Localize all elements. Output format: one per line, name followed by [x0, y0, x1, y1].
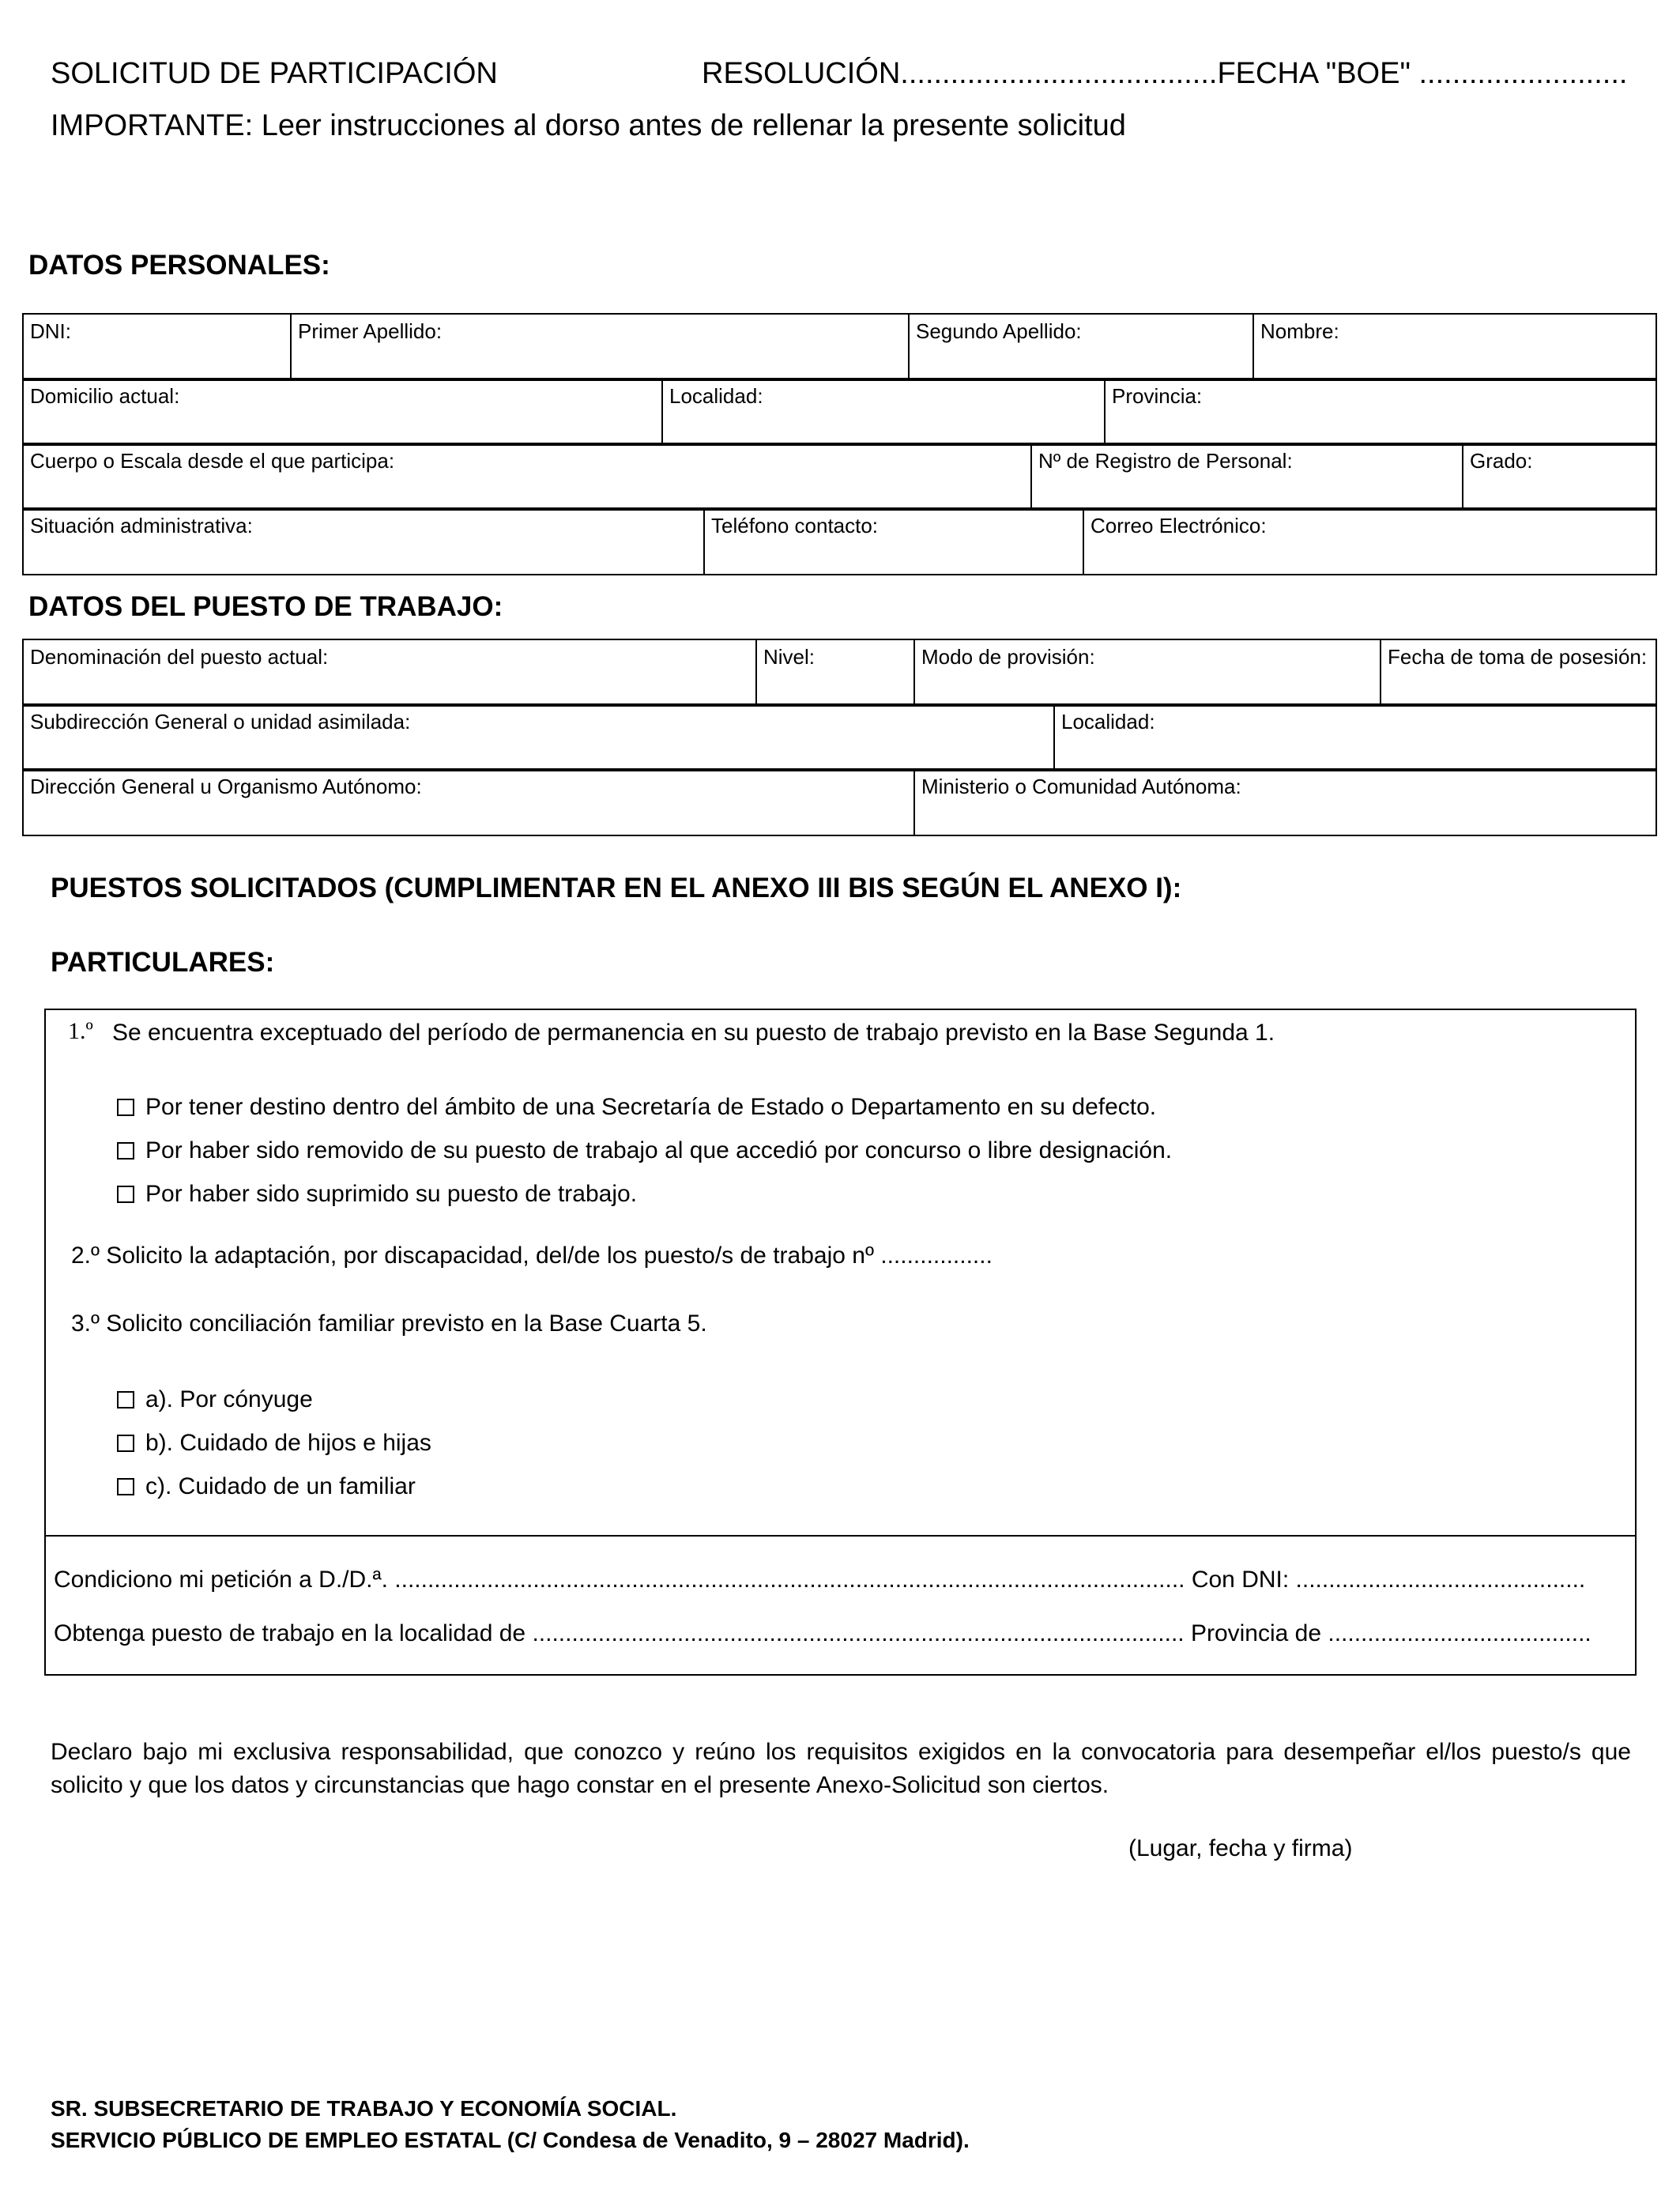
directorate-field[interactable]: Dirección General u Organismo Autónomo: — [23, 769, 914, 835]
locality-field[interactable]: Localidad: — [662, 379, 1105, 445]
item1-text: Se encuentra exceptuado del período de permanencia en su puesto de trabajo previsto en la Base Segunda 1. — [112, 1020, 1275, 1046]
resolution-line: RESOLUCIÓN......................................FECHA "BOE" ......................... — [702, 57, 1628, 90]
admin-status-field[interactable]: Situación administrativa: — [23, 508, 704, 575]
particulares-heading: PARTICULARES: — [51, 947, 275, 978]
grade-field[interactable]: Grado: — [1463, 443, 1656, 510]
ministry-field[interactable]: Ministerio o Comunidad Autónoma: — [914, 769, 1656, 835]
second-surname-field[interactable]: Segundo Apellido: — [909, 314, 1253, 380]
form-title: SOLICITUD DE PARTICIPACIÓN — [51, 57, 498, 90]
job-locality-field[interactable]: Localidad: — [1054, 704, 1656, 771]
provision-mode-field[interactable]: Modo de provisión: — [914, 639, 1381, 706]
first-surname-field[interactable]: Primer Apellido: — [291, 314, 909, 380]
personal-row-1 — [22, 313, 1657, 381]
item3-option-a[interactable]: a). Por cónyuge — [117, 1386, 313, 1413]
checkbox-icon[interactable] — [117, 1478, 134, 1495]
personal-row-4 — [22, 507, 1657, 575]
current-post-field[interactable]: Denominación del puesto actual: — [23, 639, 756, 706]
possession-date-field[interactable]: Fecha de toma de posesión: — [1381, 639, 1656, 706]
phone-field[interactable]: Teléfono contacto: — [704, 508, 1083, 575]
item1-number: 1.º — [68, 1018, 93, 1044]
registry-number-field[interactable]: Nº de Registro de Personal: — [1031, 443, 1463, 510]
subdirectorate-field[interactable]: Subdirección General o unidad asimilada: — [23, 704, 1054, 771]
requested-posts-heading: PUESTOS SOLICITADOS (CUMPLIMENTAR EN EL ANEXO III BIS SEGÚN EL ANEXO I): — [51, 873, 1182, 903]
job-row-2 — [22, 703, 1657, 771]
item3-text: 3.º Solicito conciliación familiar previsto en la Base Cuarta 5. — [71, 1310, 707, 1337]
item3-option-c[interactable]: c). Cuidado de un familiar — [117, 1473, 416, 1500]
section-divider — [46, 1535, 1635, 1537]
declaration-text: Declaro bajo mi exclusiva responsabilidad, que conozco y reúno los requisitos exigidos en la convocatoria para desempeñar el/los puesto/s que solicito y que los datos y circunstancias que hago constar en el presente Anexo-Solicitud son ciertos. — [51, 1739, 1631, 1798]
personal-row-2 — [22, 378, 1657, 446]
recipient-line-2: SERVICIO PÚBLICO DE EMPLEO ESTATAL (C/ Condesa de Venadito, 9 – 28027 Madrid). — [51, 2128, 970, 2152]
job-data-heading: DATOS DEL PUESTO DE TRABAJO: — [28, 591, 503, 622]
item2-text[interactable]: 2.º Solicito la adaptación, por discapacidad, del/de los puesto/s de trabajo nº ................. — [71, 1243, 993, 1269]
checkbox-icon[interactable] — [117, 1099, 134, 1116]
checkbox-icon[interactable] — [117, 1142, 134, 1160]
item1-option-1[interactable]: Por tener destino dentro del ámbito de una Secretaría de Estado o Departamento en su defecto. — [117, 1094, 1156, 1121]
level-field[interactable]: Nivel: — [756, 639, 914, 706]
job-row-1 — [22, 639, 1657, 707]
item1-option-2[interactable]: Por haber sido removido de su puesto de trabajo al que accedió por concurso o libre designación. — [117, 1137, 1172, 1164]
signature-caption: (Lugar, fecha y firma) — [1128, 1835, 1353, 1861]
personal-row-3 — [22, 443, 1657, 511]
personal-data-heading: DATOS PERSONALES: — [28, 250, 330, 281]
recipient-line-1: SR. SUBSECRETARIO DE TRABAJO Y ECONOMÍA SOCIAL. — [51, 2096, 677, 2121]
job-row-3 — [22, 768, 1657, 836]
item1-option-3[interactable]: Por haber sido suprimido su puesto de trabajo. — [117, 1181, 637, 1208]
corps-field[interactable]: Cuerpo o Escala desde el que participa: — [23, 443, 1031, 510]
checkbox-icon[interactable] — [117, 1186, 134, 1203]
important-note: IMPORTANTE: Leer instrucciones al dorso antes de rellenar la presente solicitud — [51, 109, 1126, 142]
email-field[interactable]: Correo Electrónico: — [1083, 508, 1656, 575]
checkbox-icon[interactable] — [117, 1435, 134, 1452]
locality-line[interactable]: Obtenga puesto de trabajo en la localidad de ................................................................................................... Provincia de ........................................ — [54, 1620, 1591, 1646]
condition-line[interactable]: Condiciono mi petición a D./D.ª. ........................................................................................................................ Con DNI: ............................................ — [54, 1567, 1586, 1593]
name-field[interactable]: Nombre: — [1253, 314, 1656, 380]
address-field[interactable]: Domicilio actual: — [23, 379, 662, 445]
dni-field[interactable]: DNI: — [23, 314, 291, 380]
province-field[interactable]: Provincia: — [1105, 379, 1656, 445]
item3-option-b[interactable]: b). Cuidado de hijos e hijas — [117, 1430, 431, 1457]
particulares-box — [44, 1009, 1637, 1676]
checkbox-icon[interactable] — [117, 1391, 134, 1408]
